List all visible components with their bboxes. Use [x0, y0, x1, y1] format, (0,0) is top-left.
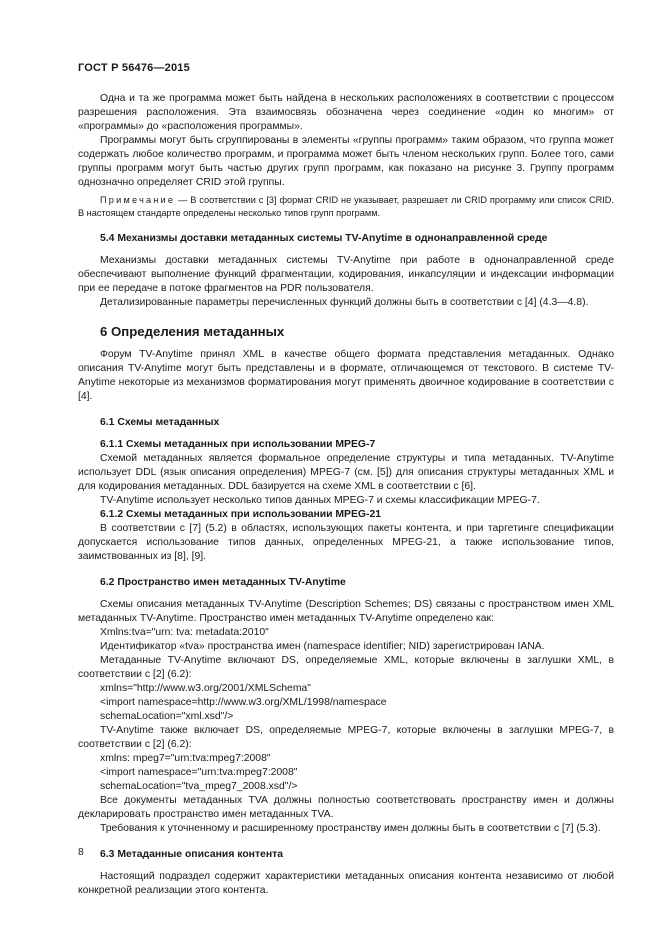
paragraph: Все документы метаданных TVA должны полностью соответствовать пространству имен и должны декларировать пространство имен метаданных TVA. [78, 795, 614, 820]
section-heading-5-4: 5.4 Механизмы доставки метаданных системы TV-Anytime в однонаправленной среде [100, 233, 548, 244]
paragraph: Идентификатор «tva» пространства имен (namespace identifier; NID) зарегистрирован IANA. [100, 641, 545, 652]
standard-header: ГОСТ Р 56476—2015 [78, 62, 190, 74]
paragraph: Схемы описания метаданных TV-Anytime (Description Schemes; DS) связаны с пространством имен XML метаданных TV-Anytime. Пространство имен метаданных TV-Anytime определено как: [78, 599, 614, 624]
paragraph: Детализированные параметры перечисленных функций должны быть в соответствии с [4] (4.3—4.8). [100, 297, 589, 308]
paragraph: TV-Anytime использует несколько типов данных MPEG-7 и схемы классификации MPEG-7. [100, 495, 540, 506]
paragraph: Форум TV-Anytime принял XML в качестве общего формата представления метаданных. Однако описания TV-Anytime могут быть представлены и в формате, отличающемся от текстового. В системе TV-Anytime некоторые из механизмов форматирования могут применять двоичное кодирование в соответствии с [4]. [78, 349, 614, 402]
paragraph: TV-Anytime также включает DS, определяемые MPEG-7, которые включены в заглушки MPEG-7, в соответствии с [2] (6.2): [78, 725, 614, 750]
paragraph: Метаданные TV-Anytime включают DS, определяемые XML, которые включены в заглушки XML, в соответствии с [2] (6.2): [78, 655, 614, 680]
note-label: Примечание [100, 195, 176, 205]
section-heading-6: 6 Определения метаданных [100, 324, 285, 339]
code-line: xmlns="http://www.w3.org/2001/XMLSchema" [100, 683, 311, 694]
section-heading-6-1-1: 6.1.1 Схемы метаданных при использовании MPEG-7 [100, 439, 376, 450]
code-line: Xmlns:tva="urn: tva: metadata:2010" [100, 627, 269, 638]
paragraph: В соответствии с [7] (5.2) в областях, использующих пакеты контента, и при таргетинге спецификации допускается использование типов данных, определенных MPEG-21, а также использование типов, заимствованных из [8], [9]. [78, 523, 614, 562]
section-heading-6-2: 6.2 Пространство имен метаданных TV-Anytime [100, 577, 346, 588]
code-line: xmlns: mpeg7="urn:tva:mpeg7:2008" [100, 753, 271, 764]
paragraph: Требования к уточненному и расширенному пространству имен должны быть в соответствии с [7] (5.3). [100, 823, 601, 834]
paragraph: Схемой метаданных является формальное определение структуры и типа метаданных. TV-Anytime использует DDL (язык описания определения) MPEG-7 (см. [5]) для описания структуры метаданных XML и для кодирования метаданных. DDL базируется на схеме XML в соответствии с [6]. [78, 453, 614, 492]
page-number: 8 [78, 847, 84, 858]
paragraph: Механизмы доставки метаданных системы TV-Anytime при работе в однонаправленной среде обеспечивают выполнение функций фрагментации, кодирования, инкапсуляции и индексации информации при ее передаче в потоке фрагментов на PDR пользователя. [78, 255, 614, 294]
paragraph: Одна и та же программа может быть найдена в нескольких расположениях в соответствии с процессом разрешения расположения. Эта взаимосвязь обозначена через соединение «один ко многим» от «программы» до «расположения программы». [78, 93, 614, 132]
note [78, 194, 614, 220]
code-line: schemaLocation="xml.xsd"/> [100, 711, 234, 722]
code-line: schemaLocation="tva_mpeg7_2008.xsd"/> [100, 781, 298, 792]
paragraph: Программы могут быть сгруппированы в элементы «группы программ» таким образом, что группа может содержать любое количество программ, и программа может быть членом нескольких групп. Более того, сами группы программ могут быть частью других групп программ, как показано на рисунке 3. Группу программ однозначно определяет CRID этой группы. [78, 135, 614, 188]
section-heading-6-1-2: 6.1.2 Схемы метаданных при использовании MPEG-21 [100, 509, 382, 520]
section-heading-6-1: 6.1 Схемы метаданных [100, 417, 220, 428]
code-line: <import namespace=http://www.w3.org/XML/1998/namespace [100, 697, 387, 708]
page-content [78, 92, 614, 898]
paragraph: Настоящий подраздел содержит характеристики метаданных описания контента независимо от любой конкретной реализации этого контента. [78, 871, 614, 896]
section-heading-6-3: 6.3 Метаданные описания контента [100, 849, 283, 860]
code-line: <import namespace="urn:tva:mpeg7:2008" [100, 767, 298, 778]
note-text: — В соответствии с [3] формат CRID не указывает, разрешает ли CRID программу или список CRID. В настоящем стандарте определены несколько типов групп программ. [78, 195, 614, 218]
